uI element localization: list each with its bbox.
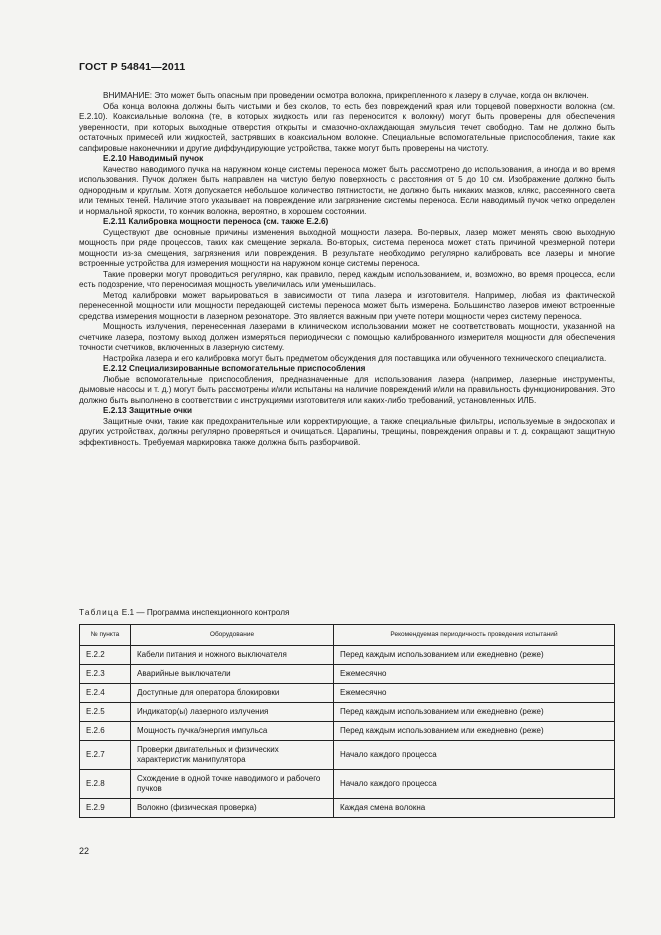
document-header: ГОСТ Р 54841—2011 — [79, 61, 186, 73]
cell-frequency: Каждая смена волокна — [334, 799, 615, 818]
paragraph: Метод калибровки может варьироваться в зависимости от типа лазера и изготовителя. Например, любая из фактической перенесенной мощности или мощности передающей системы переноса может быть измерена. Большинство лазеров имеют встроенные средства измерения мощности в лазерном резонаторе. Это является важным при учете потери мощности через систему переноса. — [79, 290, 615, 321]
paragraph: Существуют две основные причины изменения выходной мощности лазера. Во-первых, лазер может менять свою выходную мощность при ряде процессов, таких как смещение зеркала. Во-вторых, система переноса может стать причиной чрезмерной потери мощности из-за смещения, загрязнения или повреждения. В результате необходимо регулярно калибровать все лазеры и многие встроенные устройства для измерения мощности на наружном конце системы переноса. — [79, 227, 615, 268]
cell-equipment: Мощность пучка/энергия импульса — [131, 722, 334, 741]
paragraph: Настройка лазера и его калибровка могут быть предметом обсуждения для поставщика или обученного технического специалиста. — [103, 353, 607, 363]
section-heading: Е.2.13 Защитные очки — [103, 406, 193, 415]
cell-number: Е.2.6 — [80, 722, 131, 741]
cell-frequency: Ежемесячно — [334, 665, 615, 684]
cell-number: Е.2.2 — [80, 646, 131, 665]
cell-frequency: Перед каждым использованием или ежедневно (реже) — [334, 703, 615, 722]
paragraph: Мощность излучения, перенесенная лазерами в клиническом использовании может не соответствовать мощности, указанной на счетчике лазера, поэтому выход должен измеряться периодически с помощью калиброванного измерителя мощности для обеспечения точности счетчиков, включенных в лазерную систему. — [79, 322, 615, 352]
section-heading: Е.2.12 Специализированные вспомогательные приспособления — [103, 364, 366, 373]
inspection-table — [79, 624, 615, 818]
cell-equipment: Аварийные выключатели — [131, 665, 334, 684]
table-caption-title: Е.1 — Программа инспекционного контроля — [119, 608, 290, 617]
cell-frequency: Начало каждого процесса — [334, 741, 615, 770]
page-number: 22 — [79, 846, 90, 856]
cell-equipment: Индикатор(ы) лазерного излучения — [131, 703, 334, 722]
table-row — [80, 646, 615, 665]
cell-equipment: Волокно (физическая проверка) — [131, 799, 334, 818]
table-row — [80, 770, 615, 799]
column-header-frequency: Рекомендуемая периодичность проведения испытаний — [334, 625, 615, 646]
cell-equipment: Кабели питания и ножного выключателя — [131, 646, 334, 665]
cell-number: Е.2.4 — [80, 684, 131, 703]
table-row — [80, 703, 615, 722]
table-row — [80, 799, 615, 818]
cell-number: Е.2.8 — [80, 770, 131, 799]
table-caption — [79, 608, 289, 617]
cell-number: Е.2.9 — [80, 799, 131, 818]
cell-frequency: Ежемесячно — [334, 684, 615, 703]
cell-equipment: Схождение в одной точке наводимого и рабочего пучков — [131, 770, 334, 799]
table-row — [80, 684, 615, 703]
section-heading: Е.2.11 Калибровка мощности переноса (см. также Е.2.6) — [103, 217, 329, 226]
paragraph: ВНИМАНИЕ: Это может быть опасным при проведении осмотра волокна, прикрепленного к лазеру в случае, когда он включен. — [103, 91, 589, 100]
table-row — [80, 665, 615, 684]
table-row — [80, 741, 615, 770]
paragraph: Такие проверки могут проводиться регулярно, как правило, перед каждым использованием, и, возможно, во время процесса, если есть подозрение, что переносимая мощность увеличилась или уменьшилась. — [79, 269, 615, 289]
cell-frequency: Начало каждого процесса — [334, 770, 615, 799]
cell-number: Е.2.5 — [80, 703, 131, 722]
column-header-equipment: Оборудование — [131, 625, 334, 646]
cell-frequency: Перед каждым использованием или ежедневно (реже) — [334, 646, 615, 665]
table-caption-prefix: Таблица — [79, 608, 120, 617]
paragraph: Оба конца волокна должны быть чистыми и без сколов, то есть без повреждений края или торцевой поверхности волокна (см. Е.2.10). Коаксиальные волокна (те, в которых жидкость или газ переносится к волокну) могут быть проверены для обеспечения уверенности, при которых выходные отверстия открыты и смазочно-охлаждающая эмульсия течет свободно. Там не должно быть остаточных примесей или жидкостей, застрявших в коаксиальном волокне. Специальные вспомогательные приспособления, такие как сапфировые наконечники и другие диффундирующие устройства, также могут быть проверены на чистоту. — [79, 101, 615, 153]
column-header-number: № пункта — [80, 625, 131, 646]
table-header-row — [80, 625, 615, 646]
cell-equipment: Доступные для оператора блокировки — [131, 684, 334, 703]
paragraph: Качество наводимого пучка на наружном конце системы переноса может быть рассмотрено до использования, а иногда и во время использования. Пучок должен быть направлен на чистую белую поверхность с расстояния от 5 до 10 см. Изображение должно быть однородным и круглым. Хотя допускается небольшое количество пятнистости, не должно быть никаких мазков, клякс, рассеянного света или темных теней. Наличие этого указывает на повреждение или загрязнение системы переноса. Если наводимый пучок четко определен и нормальной яркости, то кончик волокна, вероятно, в хорошем состоянии. — [79, 164, 615, 216]
section-heading: Е.2.10 Наводимый пучок — [103, 154, 204, 163]
cell-equipment: Проверки двигательных и физических характеристик манипулятора — [131, 741, 334, 770]
document-body — [79, 91, 615, 448]
cell-number: Е.2.3 — [80, 665, 131, 684]
paragraph: Любые вспомогательные приспособления, предназначенные для использования лазера (например, лазерные инструменты, дымовые насосы и т. д.) могут быть рассмотрены и/или испытаны на наличие повреждений и/или на правильность функционирования. Это должно быть выполнено в соответствии с инструкциями изготовителя или каких-либо требований, установленных ИЛБ. — [79, 374, 615, 405]
paragraph: Защитные очки, такие как предохранительные или корректирующие, а также специальные фильтры, используемые в эндоскопах и других устройствах, должны регулярно проверяться и очищаться. Царапины, трещины, повреждения оправы и т. д. сокращают защитную эффективность. Требуемая маркировка также должна быть разборчивой. — [79, 416, 615, 447]
table-row — [80, 722, 615, 741]
cell-frequency: Перед каждым использованием или ежедневно (реже) — [334, 722, 615, 741]
cell-number: Е.2.7 — [80, 741, 131, 770]
